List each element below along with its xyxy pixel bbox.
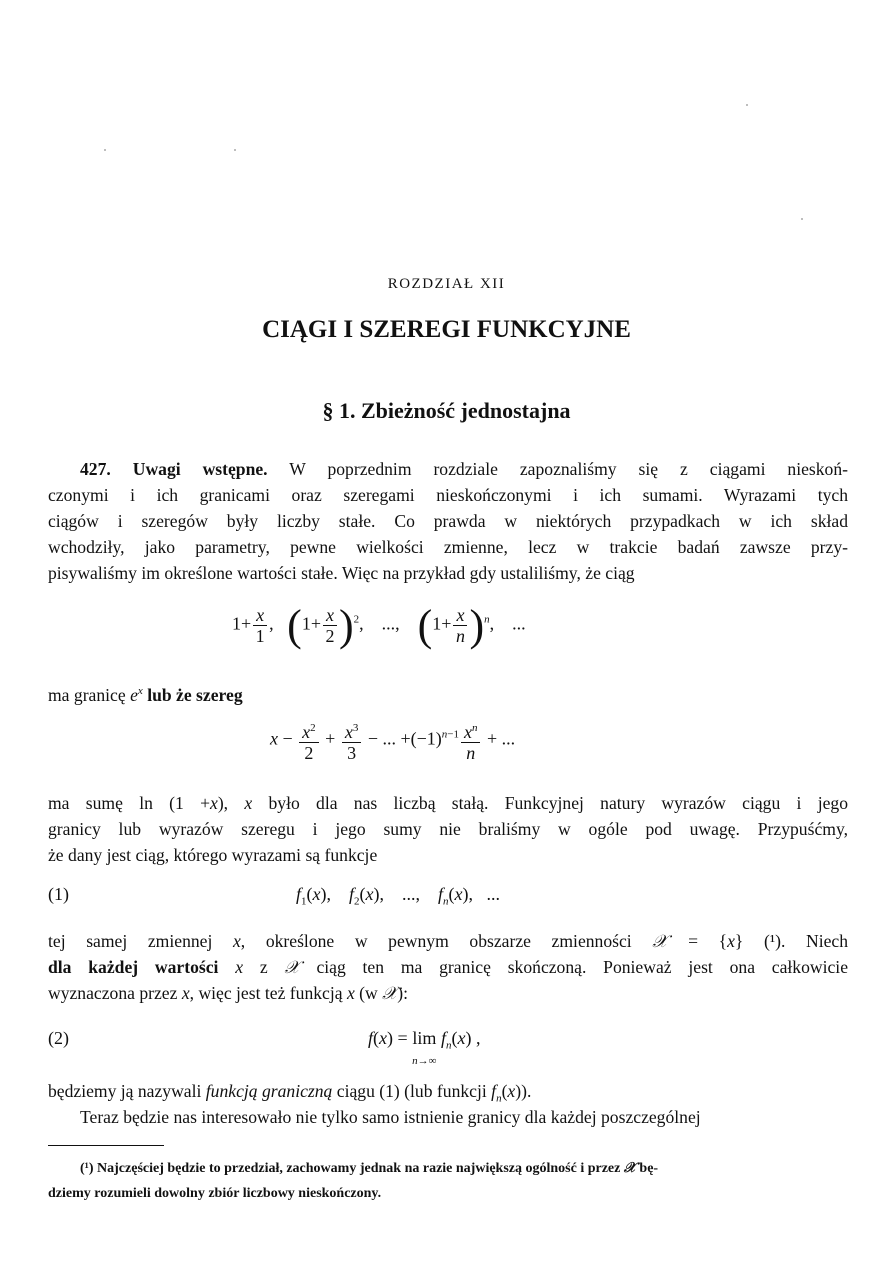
para1-line4: wchodziły, jako parametry, pewne wielkości zmienne, lecz w trakcie badań zawsze przy- (48, 537, 848, 557)
eq2-label: (2) (48, 1028, 69, 1048)
text-fragment: wyznaczona przez (48, 983, 178, 1003)
para3-line3: wyznaczona przez x, więc jest też funkcją x (w 𝒳): (48, 983, 409, 1004)
sequence-formula: 1+ $\frac{x}{1}$ , (1+ $\frac{x}{2}$ )$^2$, ..., (1+ $\frac{x}{n}$ )$^n$, ... (232, 601, 526, 650)
para-number: 427. (80, 459, 111, 479)
para3-line2: dla każdej wartości x z 𝒳 ciąg ten ma granicę skończoną. Ponieważ jest ona całkowicie (48, 957, 849, 978)
text-fragment: Najczęściej będzie to przedział, zachowamy jednak na razie największą ogólność i przez (97, 1161, 621, 1176)
scan-speck (234, 149, 236, 151)
footnote-line2: dziemy rozumieli dowolny zbiór liczbowy nieskończony. (48, 1186, 382, 1201)
text-fragment: ciąg ten ma granicę skończoną. Ponieważ jest ona całkowicie (316, 957, 849, 977)
function-sequence: $f_1(x)$, $f_2(x)$, ..., $f_n(x)$, ... (296, 884, 501, 908)
text-fragment: lub że szereg (147, 684, 243, 705)
text-fragment: określone w pewnym obszarze zmienności (265, 931, 632, 951)
para5-line: Teraz będzie nas interesowało nie tylko samo istnienie granicy dla każdej poszczególnej (80, 1107, 701, 1127)
text-fragment: było dla nas liczbą stałą. Funkcyjnej natury wyrazów ciągu i jego (268, 793, 848, 813)
para4-line: będziemy ją nazywali funkcją graniczną ciągu (1) (lub funkcji $f_n(x)$). (48, 1081, 532, 1105)
series-formula: x − $\frac{x^2}{2}$ + $\frac{x^3}{3}$ − ... $+(-1)^{n-1}$ $\frac{x^n}{n}$ + ... (270, 718, 515, 763)
term-emphasis: funkcją graniczną (205, 1081, 333, 1101)
text-fragment: ma sumę ln (1 + (48, 793, 211, 813)
footnote-rule (48, 1145, 164, 1146)
text-fragment: bę- (639, 1161, 659, 1176)
footnote-line1: (¹) Najczęściej będzie to przedział, zachowamy jednak na razie największą ogólność i przez 𝒳 bę- (80, 1160, 659, 1176)
para-heading: Uwagi wstępne. (132, 459, 268, 479)
text-line: W poprzednim rozdziale zapoznaliśmy się z ciągami nieskoń- (289, 459, 848, 479)
text-fragment: więc jest też funkcją (198, 983, 343, 1003)
para1-line1 (80, 456, 848, 482)
text-fragment: ma granicę (48, 684, 126, 705)
text-fragment: dla każdej wartości (48, 957, 219, 977)
text-fragment: ciągu (1) (lub funkcji (336, 1081, 487, 1101)
para1-line2: czonymi i ich granicami oraz szeregami nieskończonymi i ich sumami. Wyrazami tych (48, 485, 848, 505)
para2-line2: granicy lub wyrazów szeregu i jego sumy nie braliśmy w ogóle pod uwagę. Przypuśćmy, (48, 819, 848, 839)
para1-line5: pisywaliśmy im określone wartości stałe. Więc na przykład gdy ustaliliśmy, że ciąg (48, 563, 635, 583)
para2-line3: że dany jest ciąg, którego wyrazami są funkcje (48, 845, 378, 865)
scan-speck (746, 104, 748, 106)
section-title: § 1. Zbieżność jednostajna (322, 398, 571, 423)
para2-line1: ma sumę ln (1 +x), x było dla nas liczbą stałą. Funkcyjnej natury wyrazów ciągu i jego (48, 793, 848, 813)
scan-speck (801, 218, 803, 220)
para1-line3: ciągów i szeregów były liczby stałe. Co prawda w niektórych przypadkach w ich skład (48, 511, 848, 531)
scan-speck (104, 149, 106, 151)
text-fragment: tej samej zmiennej (48, 931, 213, 951)
eq1-label: (1) (48, 884, 69, 904)
text-fragment: Niech (805, 931, 848, 951)
footnote-marker: (¹) (80, 1161, 94, 1176)
chapter-title: CIĄGI I SZEREGI FUNKCYJNE (262, 316, 631, 343)
para3-line1: tej samej zmiennej x, określone w pewnym obszarze zmienności 𝒳 = {x} (¹). Niech (48, 931, 848, 952)
text-fragment: będziemy ją nazywali (48, 1081, 202, 1101)
limit-formula: f(x) = lim n→∞ $f_n(x)$ , (368, 1028, 481, 1067)
chapter-label: ROZDZIAŁ XII (387, 276, 506, 292)
text-limit-line: ma granicę $e^x$ lub że szereg (48, 684, 243, 705)
